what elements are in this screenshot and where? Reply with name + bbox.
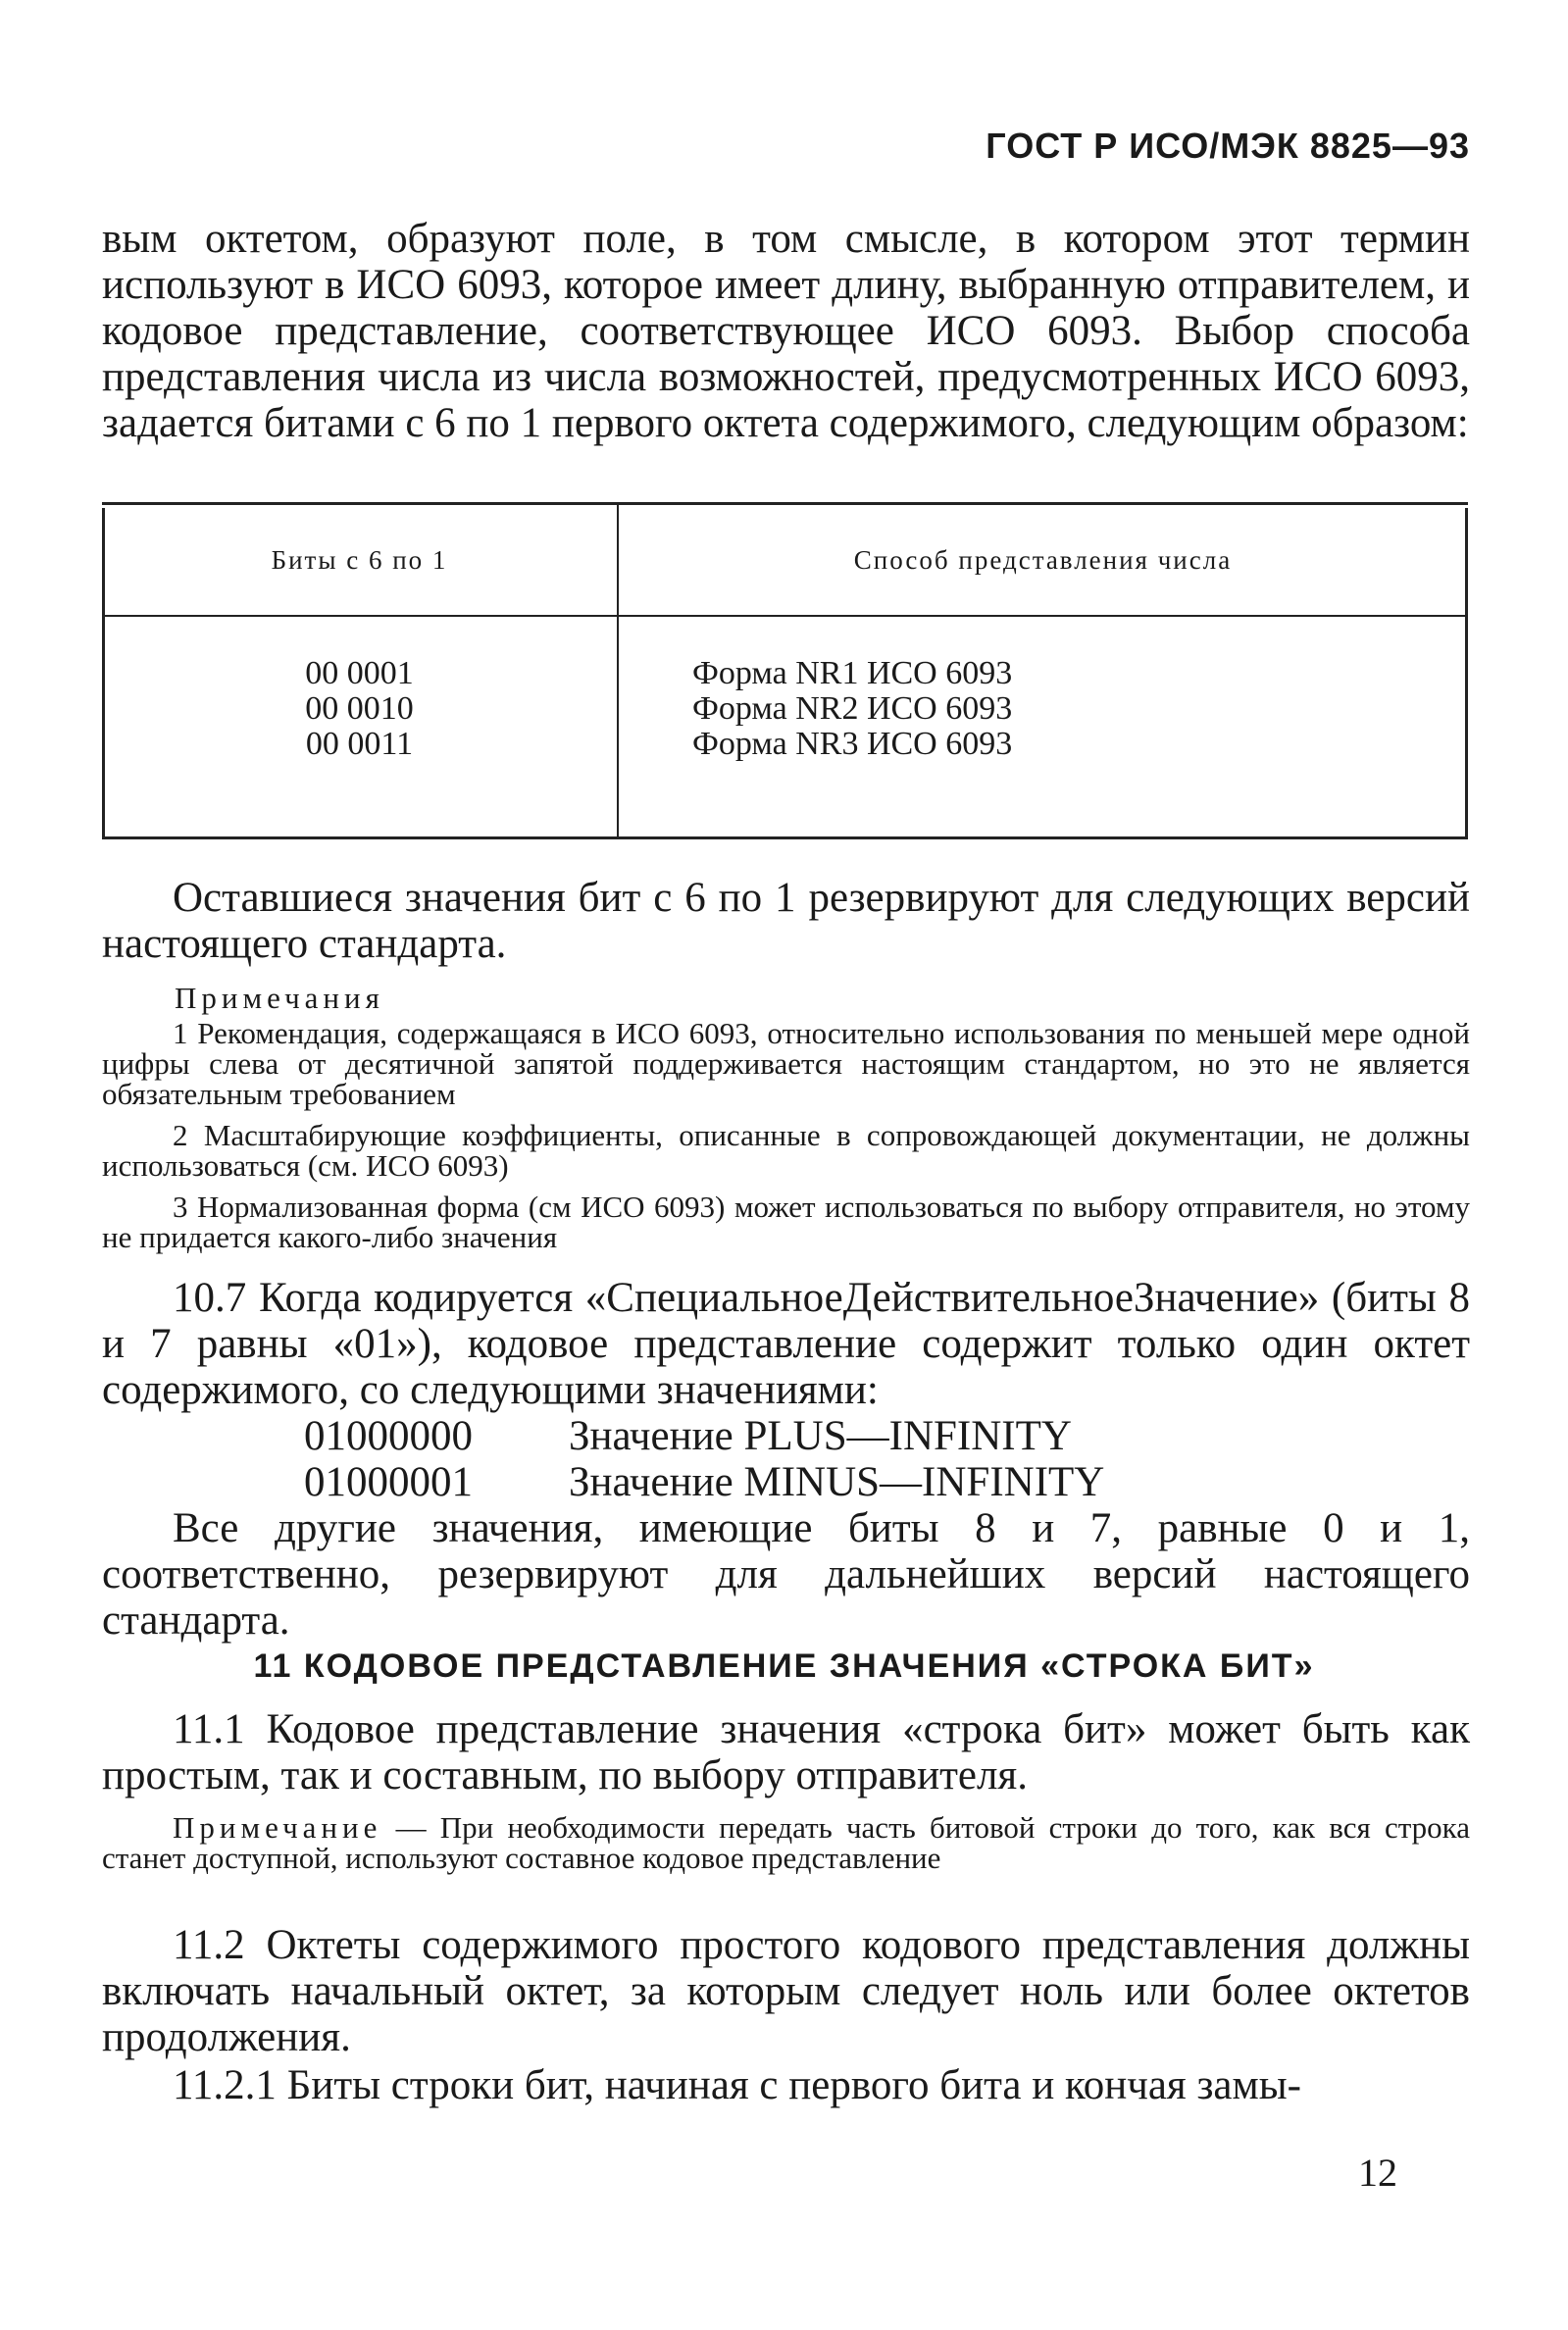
page-header: ГОСТ Р ИСО/МЭК 8825—93 bbox=[986, 126, 1470, 166]
special-value-row bbox=[304, 1459, 1104, 1505]
special-values-list bbox=[304, 1413, 1104, 1505]
bits-value: 00 0001 bbox=[305, 655, 414, 691]
table-row bbox=[102, 616, 1468, 838]
clause-11-2-1: 11.2.1 Биты строки бит, начиная с первого бита и кончая замы- bbox=[173, 2062, 1301, 2108]
method-value: Форма NR1 ИСО 6093 bbox=[692, 655, 1013, 691]
section-11-title: 11 КОДОВОЕ ПРЕДСТАВЛЕНИЕ ЗНАЧЕНИЯ «СТРОКА БИТ» bbox=[253, 1647, 1315, 1685]
special-value-code: 01000000 bbox=[304, 1413, 473, 1459]
clause-11-1: 11.1 Кодовое представление значения «строка бит» может быть как простым, так и составным, по выбору отправителя. bbox=[102, 1706, 1470, 1798]
bits-value: 00 0010 bbox=[305, 690, 414, 727]
page-number: 12 bbox=[1358, 2151, 1397, 2195]
bits-value: 00 0011 bbox=[305, 726, 414, 762]
intro-paragraph: вым октетом, образуют поле, в том смысле, в котором этот термин используют в ИСО 6093, которое имеет длину, выбранную отправителем, и кодовое представление, соответствующее ИСО 6093. Выбор способа представления числа из числа возможностей, предусмотренных ИСО 6093, задается битами с 6 по 1 первого октета содержимого, следующим образом: bbox=[102, 216, 1470, 446]
table-cell-method bbox=[618, 616, 1468, 838]
method-value: Форма NR3 ИСО 6093 bbox=[692, 726, 1013, 762]
after-table-paragraph: Оставшиеся значения бит с 6 по 1 резервируют для следующих версий настоящего стандарта. bbox=[102, 875, 1470, 967]
clause-10-7: 10.7 Когда кодируется «СпециальноеДействительноеЗначение» (биты 8 и 7 равны «01»), кодовое представление содержит только один октет содержимого, со следующими значениями: bbox=[102, 1275, 1470, 1413]
number-form-table bbox=[102, 505, 1468, 838]
method-value: Форма NR2 ИСО 6093 bbox=[692, 690, 1013, 727]
table-header-bits: Биты с 6 по 1 bbox=[102, 505, 618, 616]
note-11-label: Примечание bbox=[173, 1810, 382, 1845]
note-item-2: 2 Масштабирующие коэффициенты, описанные в сопровождающей документации, не должны использоваться (см. ИСО 6093) bbox=[102, 1118, 1470, 1183]
table-cell-bits bbox=[102, 616, 618, 838]
clause-11-2: 11.2 Октеты содержимого простого кодового представления должны включать начальный октет, за которым следует ноль или более октетов продолжения. bbox=[102, 1922, 1470, 2060]
note-item-3: 3 Нормализованная форма (см ИСО 6093) может использоваться по выбору отправителя, но этому не придается какого-либо значения bbox=[102, 1190, 1470, 1254]
special-value-meaning: Значение MINUS—INFINITY bbox=[569, 1459, 1105, 1505]
special-value-code: 01000001 bbox=[304, 1459, 473, 1505]
clause-10-7-rest: Все другие значения, имеющие биты 8 и 7, равные 0 и 1, соответственно, резервируют для дальнейших версий настоящего стандарта. bbox=[102, 1505, 1470, 1644]
note-item-1: 1 Рекомендация, содержащаяся в ИСО 6093, относительно использования по меньшей мере одной цифры слева от десятичной запятой поддерживается настоящим стандартом, но это не является обязательным требованием bbox=[102, 1016, 1470, 1111]
notes-title: Примечания bbox=[175, 981, 384, 1015]
table-header-method: Способ представления числа bbox=[618, 505, 1468, 616]
special-value-meaning: Значение PLUS—INFINITY bbox=[569, 1413, 1072, 1459]
note-11-text: — При необходимости передать часть битовой строки до того, как вся строка станет доступной, используют составное кодовое представление bbox=[102, 1810, 1470, 1875]
special-value-row bbox=[304, 1413, 1104, 1459]
note-11 bbox=[102, 1812, 1470, 1873]
table-header-row bbox=[102, 505, 1468, 616]
